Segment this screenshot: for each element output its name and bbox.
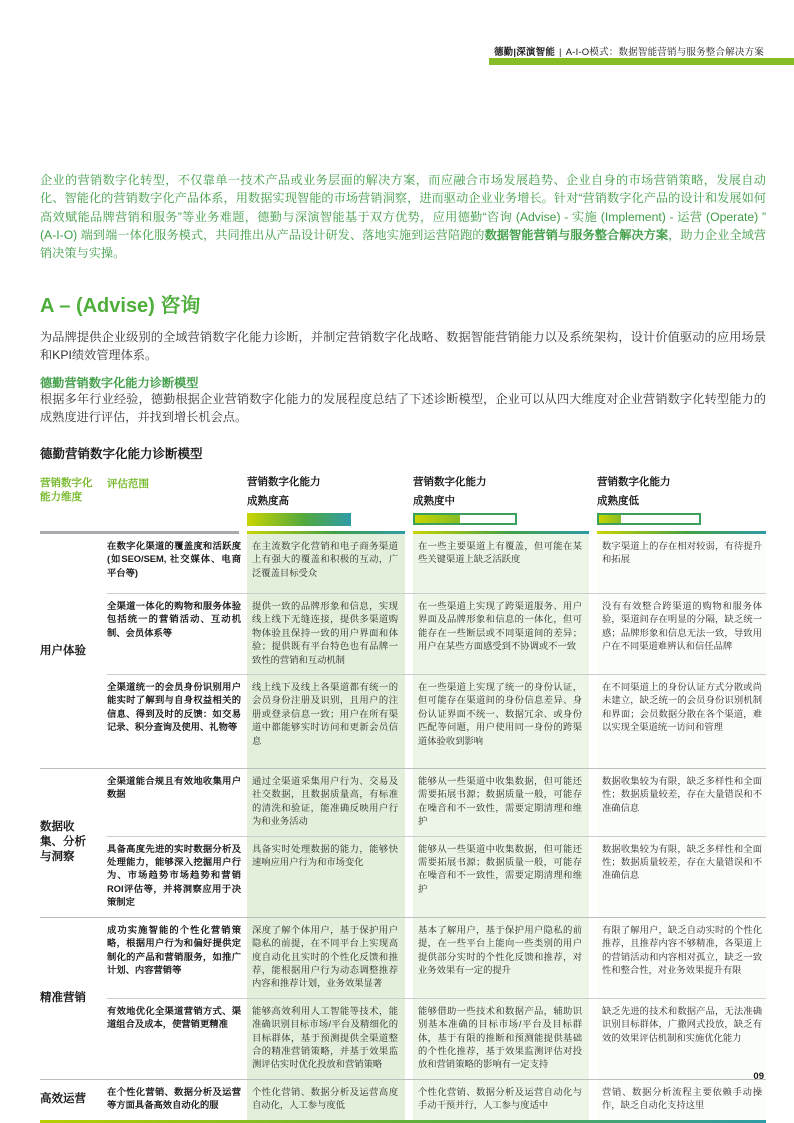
header-green-rule xyxy=(489,58,794,65)
maturity-low-cell: 在不同渠道上的身份认证方式分散或尚未建立，缺乏统一的会员身份识别机制和界面；会员数据分散在各个渠道，难以实现全渠道统一访问和管理 xyxy=(597,675,766,768)
scope-cell: 在个性化营销、数据分析及运营等方面具备高效自动化的服 xyxy=(107,1086,241,1111)
dimension-label: 精准营销 xyxy=(40,991,86,1004)
maturity-low-bar xyxy=(597,513,701,525)
maturity-high-cell: 个性化营销、数据分析及运营高度自动化，人工参与度低 xyxy=(247,1080,405,1120)
col-header-scope: 评估范围 xyxy=(107,478,149,490)
maturity-mid-bar xyxy=(413,513,517,525)
group-rows xyxy=(107,918,766,1079)
model-subheading: 德勤营销数字化能力诊断模型 xyxy=(40,376,199,390)
table-row xyxy=(107,836,766,917)
dimension-label: 用户体验 xyxy=(40,644,86,657)
intro-text-after: ，助力企业全域营销决策与实操。 xyxy=(40,227,767,261)
scope-cell: 全渠道统一的会员身份识别用户能实时了解到与自身权益相关的信息、得到及时的反馈：如交易记录、积分查询及使用、礼物等 xyxy=(107,682,241,733)
header-rule-gray-wrap xyxy=(40,526,247,534)
table-group-data-insight xyxy=(40,768,766,917)
table-row xyxy=(107,1080,766,1120)
scope-cell: 有效地优化全渠道营销方式、渠道组合及成本，使营销更精准 xyxy=(107,1005,241,1030)
maturity-high-cell: 在主流数字化营销和电子商务渠道上有强大的覆盖和积极的互动，广泛覆盖目标受众 xyxy=(247,534,405,593)
maturity-mid-bar-fill xyxy=(415,515,460,523)
maturity-high-cell: 具备实时处理数据的能力，能够快速响应用户行为和市场变化 xyxy=(247,837,405,917)
maturity-high-label: 营销数字化能力 xyxy=(247,476,321,488)
dimension-header-line1: 营销数字化 xyxy=(40,477,93,489)
header-title: A-I-O模式：数据智能营销与服务整合解决方案 xyxy=(565,47,764,58)
table-header-row xyxy=(40,472,766,526)
table-row xyxy=(107,918,766,998)
maturity-mid-cell: 在一些主要渠道上有覆盖，但可能在某些关键渠道上缺乏活跃度 xyxy=(413,534,589,593)
dimension-header-line2: 能力维度 xyxy=(40,491,82,503)
maturity-low-cell: 缺乏先进的技术和数据产品，无法准确识别目标群体，广撒网式投放，缺乏有效的效果评估机制和实施优化能力 xyxy=(597,999,766,1079)
table-group-precision-marketing xyxy=(40,917,766,1079)
table-row xyxy=(107,998,766,1079)
scope-cell: 具备高度先进的实时数据分析及处理能力，能够深入挖掘用户行为、市场趋势市场趋势和营销ROI评估等，并将洞察应用于决策制定 xyxy=(107,843,241,908)
maturity-low-bar-fill xyxy=(599,515,621,523)
model-paragraph: 根据多年行业经验，德勤根据企业营销数字化能力的发展程度总结了下述诊断模型，企业可以从四大维度对企业营销数字化转型能力的成熟度进行评估，并找到增长机会点。 xyxy=(40,392,766,425)
maturity-mid-label: 营销数字化能力 xyxy=(413,476,487,488)
table-row xyxy=(107,534,766,593)
dimension-label: 高效运营 xyxy=(40,1093,86,1106)
diagnostic-model-table xyxy=(40,472,766,1123)
table-row xyxy=(107,593,766,674)
maturity-high-cell: 深度了解个体用户，基于保护用户隐私的前提，在不同平台上实现高度自动化且实时的个性化反馈和推荐，能根据用户行为动态调整推荐内容和推荐计划，业务效果显著 xyxy=(247,918,405,998)
scope-cell: 全渠道一体化的购物和服务体验包括统一的营销活动、互动机制、会员体系等 xyxy=(107,601,241,638)
maturity-high-cell: 通过全渠道采集用户行为、交易及社交数据，且数据质量高，有标准的清洗和验证，能准确反映用户行为和业务活动 xyxy=(247,769,405,836)
group-rows xyxy=(107,1080,766,1120)
maturity-high-cell: 提供一致的品牌形象和信息，实现线上线下无缝连接，提供多渠道购物体验且保持一致的用户界面和体验；提供既有平台特色也有品牌一致性的营销和互动机制 xyxy=(247,594,405,674)
maturity-mid-cell: 能够从一些渠道中收集数据，但可能还需要拓展书源；数据质量一般，可能存在噪音和不一致性，需要定期清理和维护 xyxy=(413,769,589,836)
maturity-high-bar xyxy=(247,513,351,526)
maturity-mid-cell: 能够从一些渠道中收集数据，但可能还需要拓展书源；数据质量一般，可能存在噪音和不一致性，需要定期清理和维护 xyxy=(413,837,589,917)
maturity-low-sublabel: 成熟度低 xyxy=(597,495,639,507)
maturity-low-cell: 数据收集较为有限，缺乏多样性和全面性；数据质量较差，存在大量错误和不准确信息 xyxy=(597,769,766,836)
header-rule-low-wrap xyxy=(597,526,766,534)
col-header-dimension xyxy=(40,472,107,526)
group-rows xyxy=(107,769,766,917)
scope-cell: 全渠道能合规且有效地收集用户数据 xyxy=(107,776,241,800)
maturity-mid-cell: 个性化营销、数据分析及运营自动化与手动干预并行，人工参与度适中 xyxy=(413,1080,589,1120)
group-rows xyxy=(107,534,766,768)
advise-paragraph: 为品牌提供企业级别的全域营销数字化能力诊断，并制定营销数字化战略、数据智能营销能力以及系统架构，设计价值驱动的应用场景和KPI绩效管理体系。 xyxy=(40,330,766,363)
table-row xyxy=(107,674,766,768)
header-brand: 德勤|深演智能 xyxy=(493,47,556,58)
dimension-label: 数据收集、分析与洞察 xyxy=(40,821,86,864)
header-divider: | xyxy=(559,47,562,58)
table-header-rules xyxy=(40,526,766,534)
scope-cell: 成功实施智能的个性化营销策略，根据用户行为和偏好提供定制化的产品和营销服务，如推广计划、内容营销等 xyxy=(107,924,241,975)
section-heading-advise: A – (Advise) 咨询 xyxy=(40,295,201,317)
maturity-low-label: 营销数字化能力 xyxy=(597,476,671,488)
page-number: 09 xyxy=(753,1071,764,1082)
intro-bold-text: 数据智能营销与服务整合解决方案 xyxy=(484,227,669,242)
intro-text: 企业的营销数字化转型，不仅靠单一技术产品或业务层面的解决方案，而应融合市场发展趋势、企业自身的市场营销策略，发展自动化、智能化的营销数字化产品体系，用数据实现智能的市场营销洞察，进而驱动企业业务增长。针对“营销数字化产品的设计和发展如何高效赋能品牌营销和服务”等业务难题，德勤与深演智能基于双方优势，应用德勤“咨询 (Advise) - 实施 (Implement) - 运营 (Operate) ” (A-I-O) 端到端一体化服务模式，共同推出从产品设计研发、落地实施到运营陪跑的 xyxy=(40,173,766,242)
maturity-high-cell: 线上线下及线上各渠道都有统一的会员身份注册及识别，且用户的注册或登录信息一致；用户在所有渠道中都能够实时访问和更新会员信息 xyxy=(247,675,405,768)
maturity-mid-cell: 在一些渠道上实现了统一的身份认证，但可能存在渠道间的身份信息差异、身份认证界面不统一、数据冗余、或身份匹配等问题，用户使用同一身份的跨渠道体验收到影响 xyxy=(413,675,589,768)
maturity-low-cell: 没有有效整合跨渠道的购物和服务体验，渠道间存在明显的分隔，缺乏统一感；品牌形象和信息无法一致，导致用户在不同渠道难辨认和信任品牌 xyxy=(597,594,766,674)
intro-paragraph xyxy=(40,171,766,262)
maturity-low-cell: 数字渠道上的存在相对较弱，有待提升和拓展 xyxy=(597,534,766,593)
table-group-efficient-operation xyxy=(40,1079,766,1120)
maturity-mid-cell: 基本了解用户，基于保护用户隐私的前提，在一些平台上能向一些类别的用户提供部分实时的个性化反馈和推荐，对业务效果有一定的提升 xyxy=(413,918,589,998)
maturity-high-sublabel: 成熟度高 xyxy=(247,495,289,507)
table-title: 德勤营销数字化能力诊断模型 xyxy=(40,447,203,461)
table-bottom-rule xyxy=(40,1120,766,1123)
page-header xyxy=(0,44,764,58)
maturity-low-cell: 营销、数据分析流程主要依赖手动操作，缺乏自动化支持这里 xyxy=(597,1080,766,1120)
table-row xyxy=(107,769,766,836)
header-rule-high-wrap xyxy=(247,526,405,534)
maturity-mid-sublabel: 成熟度中 xyxy=(413,495,455,507)
maturity-mid-cell: 在一些渠道上实现了跨渠道服务、用户界面及品牌形象和信息的一体化，但可能存在一些断层或不同渠道间的差异；用户在某些方面感受到不协调或不一致 xyxy=(413,594,589,674)
col-header-maturity-mid xyxy=(413,472,589,526)
col-header-maturity-low xyxy=(597,472,766,526)
maturity-low-cell: 数据收集较为有限，缺乏多样性和全面性；数据质量较差，存在大量错误和不准确信息 xyxy=(597,837,766,917)
maturity-mid-cell: 能够借助一些技术和数据产品，辅助识别基本准确的目标市场/平台及目标群体，基于有限的推断和预测能提供基础的个性化推荐，基于效果监测评估对投放和营销策略的影响有一定支持 xyxy=(413,999,589,1079)
table-group-user-experience xyxy=(40,534,766,768)
header-rule-mid-wrap xyxy=(413,526,589,534)
col-header-maturity-high xyxy=(247,472,405,526)
scope-cell: 在数字化渠道的覆盖度和活跃度 (如SEO/SEM, 社交媒体、电商平台等) xyxy=(107,541,241,578)
maturity-high-cell: 能够高效利用人工智能等技术，能准确识别目标市场/平台及精细化的目标群体，基于预测提供全渠道整合的精准营销策略，并基于效果监测评估实时优化投放和营销策略 xyxy=(247,999,405,1079)
maturity-low-cell: 有限了解用户，缺乏自动实时的个性化推荐，且推荐内容不够精准，各渠道上的营销活动和内容相对孤立，缺乏一致性和整合性，对业务效果提升有限 xyxy=(597,918,766,998)
